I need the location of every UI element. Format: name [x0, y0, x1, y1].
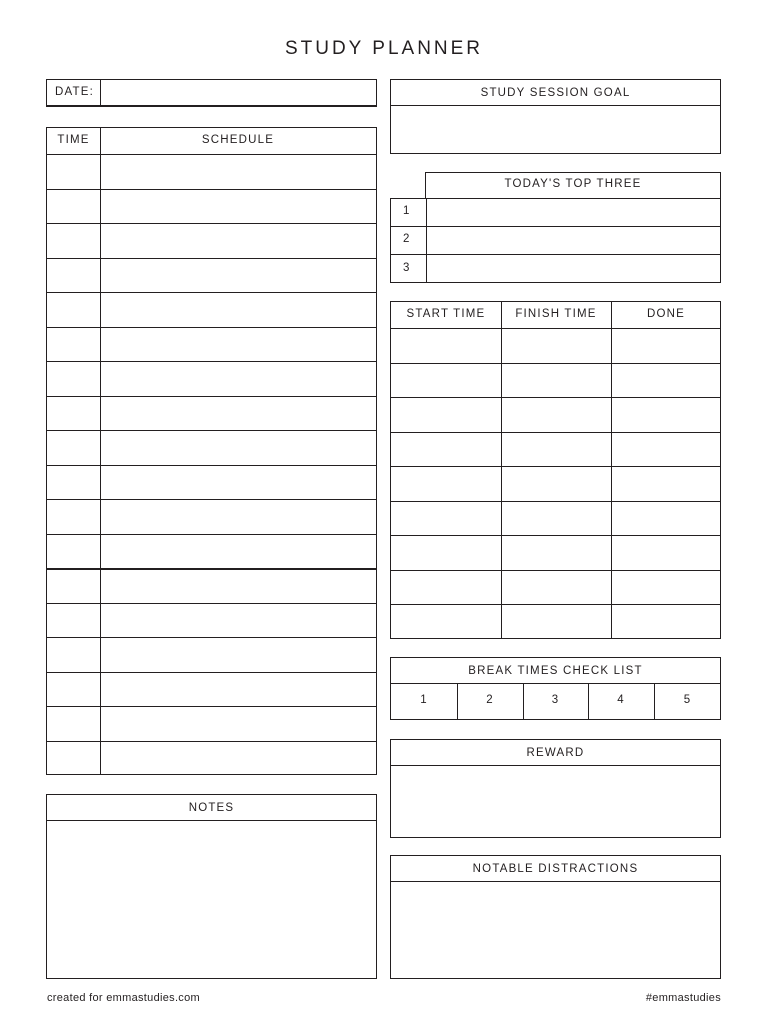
- schedule-time-cell[interactable]: [47, 500, 100, 534]
- schedule-time-cell[interactable]: [47, 397, 100, 431]
- schedule-entry-cell[interactable]: [101, 190, 376, 224]
- schedule-time-cell[interactable]: [47, 328, 100, 362]
- schedule-entry-cell[interactable]: [101, 362, 376, 396]
- top-three-label: TODAY'S TOP THREE: [504, 178, 642, 190]
- schedule-entry-cell[interactable]: [101, 638, 376, 672]
- study-session-goal-box[interactable]: [390, 79, 721, 154]
- schedule-time-cell[interactable]: [47, 742, 100, 776]
- notes-label: NOTES: [188, 801, 235, 814]
- top-three-item-2-field[interactable]: [427, 227, 720, 254]
- start-time-cell[interactable]: [391, 467, 501, 501]
- notes-header: [47, 795, 376, 821]
- schedule-entry-cell[interactable]: [101, 431, 376, 465]
- time-column-header: TIME: [57, 134, 90, 146]
- top-three-number: 1: [403, 205, 411, 217]
- break-checkbox-3[interactable]: 3: [551, 694, 560, 706]
- top-three-number: 3: [403, 262, 411, 274]
- top-three-number: 2: [403, 233, 411, 245]
- notable-distractions-box[interactable]: [390, 855, 721, 979]
- top-three-table: [390, 172, 721, 283]
- break-checkbox-4[interactable]: 4: [617, 694, 625, 706]
- schedule-entry-cell[interactable]: [101, 569, 376, 603]
- notes-box[interactable]: [46, 794, 377, 979]
- finish-time-cell[interactable]: [502, 329, 611, 363]
- start-time-cell[interactable]: [391, 536, 501, 570]
- schedule-entry-cell[interactable]: [101, 293, 376, 327]
- done-header: DONE: [646, 308, 686, 320]
- schedule-entry-cell[interactable]: [101, 155, 376, 189]
- done-cell[interactable]: [612, 502, 721, 536]
- break-checkbox-2[interactable]: 2: [486, 694, 494, 706]
- schedule-entry-cell[interactable]: [101, 535, 376, 569]
- break-times-header: [391, 658, 720, 684]
- finish-time-cell[interactable]: [502, 398, 611, 432]
- schedule-time-cell[interactable]: [47, 673, 100, 707]
- schedule-time-cell[interactable]: [47, 535, 100, 569]
- finish-time-cell[interactable]: [502, 364, 611, 398]
- schedule-time-cell[interactable]: [47, 224, 100, 258]
- notable-distractions-header: [391, 856, 720, 882]
- finish-time-cell[interactable]: [502, 536, 611, 570]
- finish-time-header: FINISH TIME: [515, 308, 597, 320]
- done-cell[interactable]: [612, 364, 721, 398]
- schedule-time-cell[interactable]: [47, 259, 100, 293]
- notable-distractions-label: NOTABLE DISTRACTIONS: [472, 862, 639, 875]
- study-session-goal-label: STUDY SESSION GOAL: [480, 86, 631, 99]
- footer-hashtag: #emmastudies: [645, 992, 721, 1004]
- date-field[interactable]: [46, 79, 377, 107]
- page-title: STUDY PLANNER: [284, 38, 484, 59]
- reward-label: REWARD: [526, 746, 585, 759]
- reward-header: [391, 740, 720, 766]
- finish-time-cell[interactable]: [502, 467, 611, 501]
- schedule-entry-cell[interactable]: [101, 466, 376, 500]
- finish-time-cell[interactable]: [502, 502, 611, 536]
- break-times-label: BREAK TIMES CHECK LIST: [468, 664, 643, 677]
- schedule-table: [46, 127, 377, 775]
- start-time-cell[interactable]: [391, 433, 501, 467]
- break-checkbox-1[interactable]: 1: [420, 694, 428, 706]
- start-time-cell[interactable]: [391, 571, 501, 605]
- schedule-time-cell[interactable]: [47, 707, 100, 741]
- schedule-time-cell[interactable]: [47, 293, 100, 327]
- schedule-time-cell[interactable]: [47, 362, 100, 396]
- done-cell[interactable]: [612, 605, 721, 639]
- start-time-cell[interactable]: [391, 329, 501, 363]
- schedule-time-cell[interactable]: [47, 466, 100, 500]
- break-checkbox-5[interactable]: 5: [683, 694, 692, 706]
- start-time-cell[interactable]: [391, 502, 501, 536]
- schedule-entry-cell[interactable]: [101, 500, 376, 534]
- done-cell[interactable]: [612, 571, 721, 605]
- reward-box[interactable]: [390, 739, 721, 838]
- done-cell[interactable]: [612, 536, 721, 570]
- schedule-entry-cell[interactable]: [101, 259, 376, 293]
- schedule-time-cell[interactable]: [47, 431, 100, 465]
- top-three-header: [425, 172, 721, 199]
- start-time-cell[interactable]: [391, 364, 501, 398]
- schedule-entry-cell[interactable]: [101, 328, 376, 362]
- top-three-item-1-field[interactable]: [427, 199, 720, 226]
- schedule-entry-cell[interactable]: [101, 604, 376, 638]
- time-log-table: [390, 301, 721, 639]
- schedule-entry-cell[interactable]: [101, 673, 376, 707]
- start-time-header: START TIME: [406, 308, 486, 320]
- done-cell[interactable]: [612, 329, 721, 363]
- break-times-checklist: [390, 657, 721, 720]
- date-label: DATE:: [55, 86, 95, 98]
- schedule-entry-cell[interactable]: [101, 707, 376, 741]
- schedule-time-cell[interactable]: [47, 604, 100, 638]
- finish-time-cell[interactable]: [502, 433, 611, 467]
- schedule-time-cell[interactable]: [47, 155, 100, 189]
- schedule-entry-cell[interactable]: [101, 742, 376, 776]
- schedule-time-cell[interactable]: [47, 638, 100, 672]
- schedule-time-cell[interactable]: [47, 569, 100, 603]
- schedule-column-header: SCHEDULE: [201, 134, 275, 146]
- schedule-entry-cell[interactable]: [101, 397, 376, 431]
- done-cell[interactable]: [612, 398, 721, 432]
- schedule-entry-cell[interactable]: [101, 224, 376, 258]
- finish-time-cell[interactable]: [502, 605, 611, 639]
- study-session-goal-header: [391, 80, 720, 106]
- finish-time-cell[interactable]: [502, 571, 611, 605]
- done-cell[interactable]: [612, 467, 721, 501]
- start-time-cell[interactable]: [391, 398, 501, 432]
- done-cell[interactable]: [612, 433, 721, 467]
- top-three-list: [390, 198, 721, 283]
- footer-credit: created for emmastudies.com: [47, 992, 200, 1004]
- schedule-time-cell[interactable]: [47, 190, 100, 224]
- start-time-cell[interactable]: [391, 605, 501, 639]
- top-three-item-3-field[interactable]: [427, 255, 720, 283]
